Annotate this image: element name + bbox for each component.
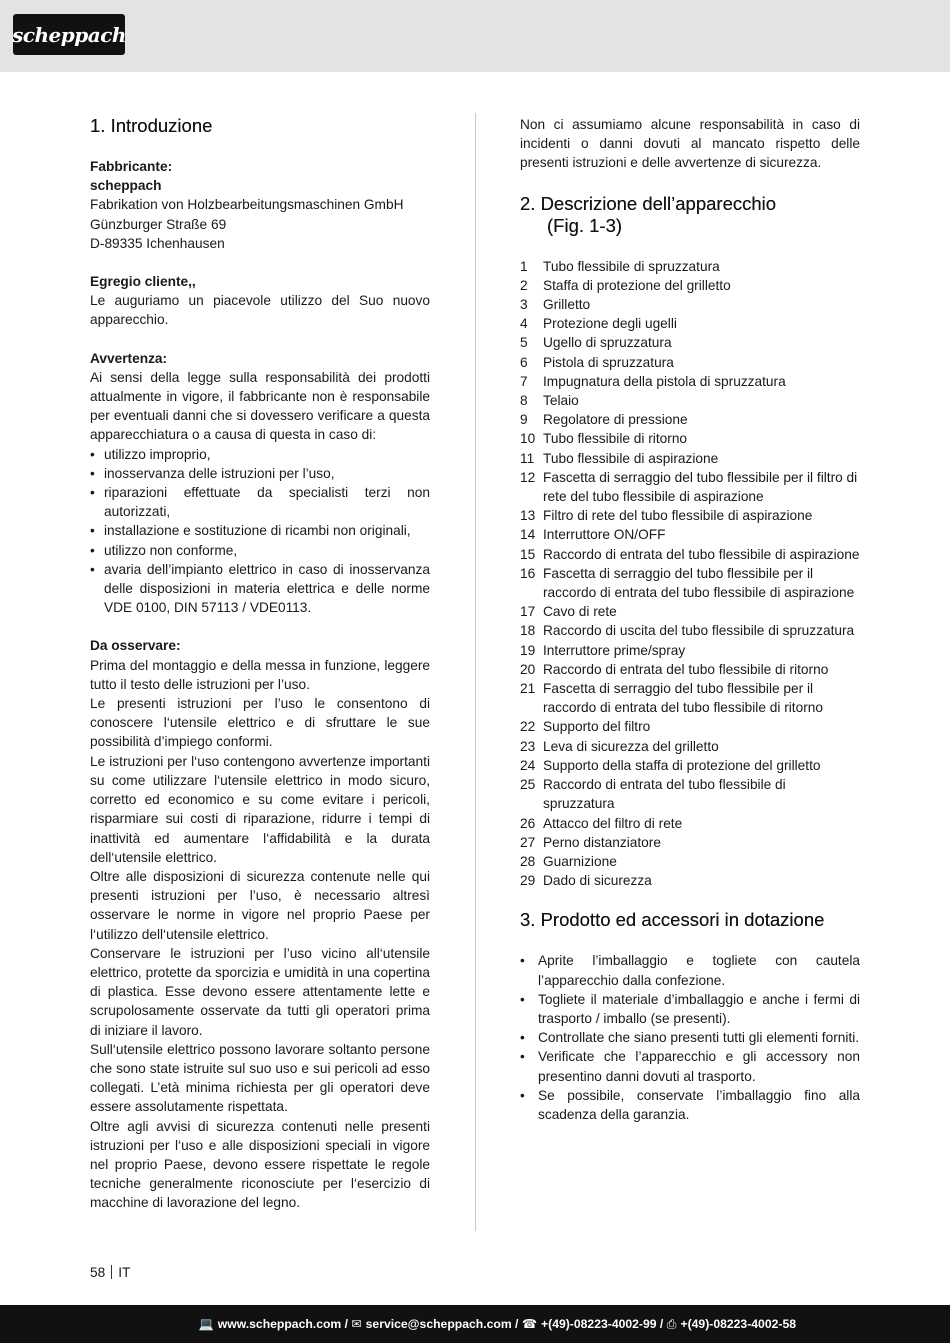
part-item	[520, 372, 860, 391]
part-label: Telaio	[543, 393, 579, 409]
part-item	[520, 525, 860, 544]
part-number: 29	[520, 873, 536, 889]
part-number: 10	[520, 431, 536, 447]
list-item: • utilizzo improprio,	[90, 445, 430, 464]
paragraph: Le presenti istruzioni per l’uso le consentono di conoscere l‘utensile elettrico e di sfruttare le sue possibilità d’impiego conformi.	[90, 696, 430, 750]
customer-block	[90, 272, 430, 330]
part-item	[520, 621, 860, 640]
part-label: Fascetta di serraggio del tubo flessibile per il raccordo di entrata del tubo flessibile di ritorno	[543, 681, 823, 716]
observe-block	[90, 636, 430, 1212]
part-number: 20	[520, 661, 536, 677]
envelope-icon: ✉	[351, 1317, 362, 1331]
part-item	[520, 449, 860, 468]
part-label: Raccordo di entrata del tubo flessibile di spruzzatura	[543, 777, 786, 812]
part-label: Raccordo di uscita del tubo flessibile di spruzzatura	[543, 623, 855, 639]
part-item	[520, 410, 860, 429]
part-item	[520, 871, 860, 890]
part-label: Perno distanziatore	[543, 834, 661, 850]
section-heading-description	[520, 193, 860, 237]
language-code: IT	[118, 1265, 131, 1280]
part-number: 19	[520, 642, 536, 658]
list-item: • installazione e sostituzione di ricambi non originali,	[90, 521, 430, 540]
part-number: 3	[520, 297, 528, 313]
paragraph: Oltre alle disposizioni di sicurezza contenute nelle qui presenti istruzioni per l’uso, è necessario altresì osservare le norme in vigore nel proprio Paese per l‘utilizzo dell‘utensile elettrico.	[90, 868, 430, 942]
paragraph: Prima del montaggio e della messa in funzione, leggere tutto il testo delle istruzioni per l’uso.	[90, 657, 430, 692]
part-number: 1	[520, 258, 528, 274]
part-number: 4	[520, 316, 528, 332]
part-label: Pistola di spruzzatura	[543, 354, 674, 370]
section-heading-introduction: 1. Introduzione	[90, 115, 213, 136]
part-item	[520, 468, 860, 506]
part-number: 28	[520, 853, 536, 869]
observe-label: Da osservare:	[90, 638, 181, 654]
customer-text: Le auguriamo un piacevole utilizzo del Suo nuovo apparecchio.	[90, 293, 430, 328]
email-link[interactable]: service@scheppach.com /	[365, 1317, 519, 1331]
warning-list	[90, 445, 430, 618]
part-item	[520, 852, 860, 871]
part-number: 11	[520, 450, 535, 466]
part-item	[520, 506, 860, 525]
part-number: 13	[520, 508, 536, 524]
part-label: Leva di sicurezza del grilletto	[543, 738, 719, 754]
part-number: 2	[520, 277, 528, 293]
list-item: • riparazioni effettuate da specialisti terzi non autorizzati,	[90, 483, 430, 521]
computer-icon: 💻	[198, 1317, 214, 1331]
part-label: Ugello di spruzzatura	[543, 335, 672, 351]
part-number: 5	[520, 335, 528, 351]
part-label: Raccordo di entrata del tubo flessibile di ritorno	[543, 661, 829, 677]
part-item	[520, 660, 860, 679]
parts-list	[520, 257, 860, 891]
part-item	[520, 737, 860, 756]
part-label: Protezione degli ugelli	[543, 316, 677, 332]
part-number: 22	[520, 719, 536, 735]
part-item	[520, 353, 860, 372]
warning-block	[90, 349, 430, 618]
liability-block	[520, 115, 860, 173]
part-label: Cavo di rete	[543, 604, 617, 620]
part-number: 18	[520, 623, 536, 639]
part-label: Tubo flessibile di ritorno	[543, 431, 688, 447]
address-line: Günzburger Straße 69	[90, 216, 227, 232]
part-number: 21	[520, 681, 536, 697]
part-number: 14	[520, 527, 536, 543]
part-label: Filtro di rete del tubo flessibile di aspirazione	[543, 508, 813, 524]
part-number: 6	[520, 354, 528, 370]
part-label: Dado di sicurezza	[543, 873, 652, 889]
part-number: 27	[520, 834, 536, 850]
address-line: Fabrikation von Holzbearbeitungsmaschinen GmbH	[90, 197, 404, 213]
part-number: 23	[520, 738, 536, 754]
phone-number: +(49)-08223-4002-99 /	[541, 1317, 664, 1331]
part-item	[520, 717, 860, 736]
part-number: 26	[520, 815, 536, 831]
list-item: • avaria dell’impianto elettrico in caso di inosservanza delle disposizioni in materia elettrica e delle norme VDE 0100, DIN 57113 / VDE0113.	[90, 560, 430, 618]
header-bar	[0, 0, 950, 72]
heading-line: 2. Descrizione dell’apparecchio	[520, 192, 777, 214]
address-line: D-89335 Ichenhausen	[90, 235, 225, 251]
list-item: • inosservanza delle istruzioni per l’uso,	[90, 464, 430, 483]
part-item	[520, 295, 860, 314]
manufacturer-label: Fabbricante:	[90, 159, 173, 174]
part-label: Grilletto	[543, 297, 591, 313]
part-label: Fascetta di serraggio del tubo flessibile per il raccordo di entrata del tubo flessibile di aspirazione	[543, 565, 855, 601]
part-item	[520, 257, 860, 276]
part-number: 17	[520, 604, 536, 620]
customer-label: Egregio cliente,,	[90, 274, 196, 290]
list-item: • utilizzo non conforme,	[90, 541, 430, 560]
part-label: Tubo flessibile di spruzzatura	[543, 258, 720, 274]
footer-bar	[0, 1305, 950, 1343]
part-item	[520, 756, 860, 775]
part-label: Guarnizione	[543, 853, 617, 869]
part-label: Interruttore ON/OFF	[543, 527, 666, 543]
paragraph: Le istruzioni per l‘uso contengono avvertenze importanti su come utilizzare l‘utensile elettrico in modo sicuro, corretto ed economico e su come evitare i pericoli, risparmiare sui costi di riparazione, ridurre i tempi di inattività ed aumentare l‘affidabilità e la durata dell‘utensile elettrico.	[90, 753, 430, 865]
phone-icon: ☎	[521, 1317, 538, 1331]
paragraph: Sull‘utensile elettrico possono lavorare soltanto persone che sono state istruite sul suo uso e sui pericoli ad esso collegati. L’età minima richiesta per gli operatori deve essere assolutamente rispettata.	[90, 1041, 430, 1115]
list-item: • Se possibile, conservate l’imballaggio fino alla scadenza della garanzia.	[520, 1086, 860, 1124]
part-item	[520, 314, 860, 333]
part-label: Regolatore di pressione	[543, 412, 688, 428]
liability-text: Non ci assumiamo alcune responsabilità in caso di incidenti o danni dovuti al mancato rispetto delle presenti istruzioni e delle avvertenze di sicurezza.	[520, 117, 860, 171]
part-item	[520, 429, 860, 448]
scope-list	[520, 951, 860, 1124]
right-column	[520, 115, 860, 1124]
list-item: • Controllate che siano presenti tutti gli elementi forniti.	[520, 1028, 860, 1047]
page-number-value: 58	[90, 1265, 106, 1280]
scheppach-logo: scheppach	[13, 14, 125, 55]
part-item	[520, 775, 860, 813]
part-number: 25	[520, 777, 536, 793]
part-label: Impugnatura della pistola di spruzzatura	[543, 373, 786, 389]
fax-icon: ⎙	[666, 1316, 677, 1331]
website-link[interactable]: www.scheppach.com /	[217, 1317, 349, 1331]
part-item	[520, 564, 860, 602]
part-number: 15	[520, 546, 536, 562]
manufacturer-block	[90, 157, 430, 253]
part-number: 12	[520, 469, 536, 485]
part-item	[520, 391, 860, 410]
part-item	[520, 545, 860, 564]
part-number: 9	[520, 412, 528, 428]
column-divider	[475, 113, 476, 1231]
list-item: • Aprite l’imballaggio e togliete con cautela l’apparecchio dalla confezione.	[520, 951, 860, 989]
fax-number: +(49)-08223-4002-58	[680, 1317, 796, 1331]
page-number	[90, 1265, 130, 1280]
part-number: 7	[520, 373, 528, 389]
part-item	[520, 679, 860, 717]
warning-text: Ai sensi della legge sulla responsabilità dei prodotti attualmente in vigore, il fabbricante non è responsabile per eventuali danni che si dovessero verificare a questa apparecchiatura o a causa di questa in caso di:	[90, 369, 430, 443]
part-item	[520, 333, 860, 352]
part-label: Attacco del filtro di rete	[543, 815, 683, 831]
part-number: 8	[520, 393, 528, 409]
paragraph: Conservare le istruzioni per l’uso vicino all‘utensile elettrico, protette da sporcizia e umidità in una copertina di plastica. Esse devono essere attentamente lette e scrupolosamente osservate da tutti gli operatori prima di iniziare il lavoro.	[90, 945, 430, 1038]
section-heading-scope: 3. Prodotto ed accessori in dotazione	[520, 909, 825, 931]
part-item	[520, 602, 860, 621]
list-item: • Togliete il materiale d’imballaggio e anche i fermi di trasporto / imballo (se presenti).	[520, 990, 860, 1028]
part-label: Supporto della staffa di protezione del grilletto	[543, 757, 821, 773]
part-item	[520, 276, 860, 295]
part-item	[520, 641, 860, 660]
part-label: Tubo flessibile di aspirazione	[543, 450, 719, 466]
list-item: • Verificate che l’apparecchio e gli accessory non presentino danni dovuti al trasporto.	[520, 1047, 860, 1085]
part-label: Staffa di protezione del grilletto	[543, 277, 731, 293]
paragraph: Oltre agli avvisi di sicurezza contenuti nelle presenti istruzioni per l‘uso e alle disposizioni speciali in vigore nel proprio Paese, devono essere rispettate le regole tecniche generalmente riconosciute per l‘esercizio di macchine di lavorazione del legno.	[90, 1118, 430, 1211]
part-item	[520, 814, 860, 833]
heading-line: (Fig. 1-3)	[547, 214, 623, 236]
part-item	[520, 833, 860, 852]
left-column	[90, 115, 430, 1232]
part-label: Supporto del filtro	[543, 719, 651, 735]
part-label: Fascetta di serraggio del tubo flessibile per il filtro di rete del tubo flessibile di aspirazione	[543, 469, 858, 505]
manufacturer-name: scheppach	[90, 178, 162, 194]
separator	[111, 1265, 112, 1279]
warning-label: Avvertenza:	[90, 350, 168, 366]
part-label: Raccordo di entrata del tubo flessibile di aspirazione	[543, 546, 860, 562]
part-label: Interruttore prime/spray	[543, 642, 686, 658]
part-number: 16	[520, 565, 536, 581]
part-number: 24	[520, 757, 536, 773]
